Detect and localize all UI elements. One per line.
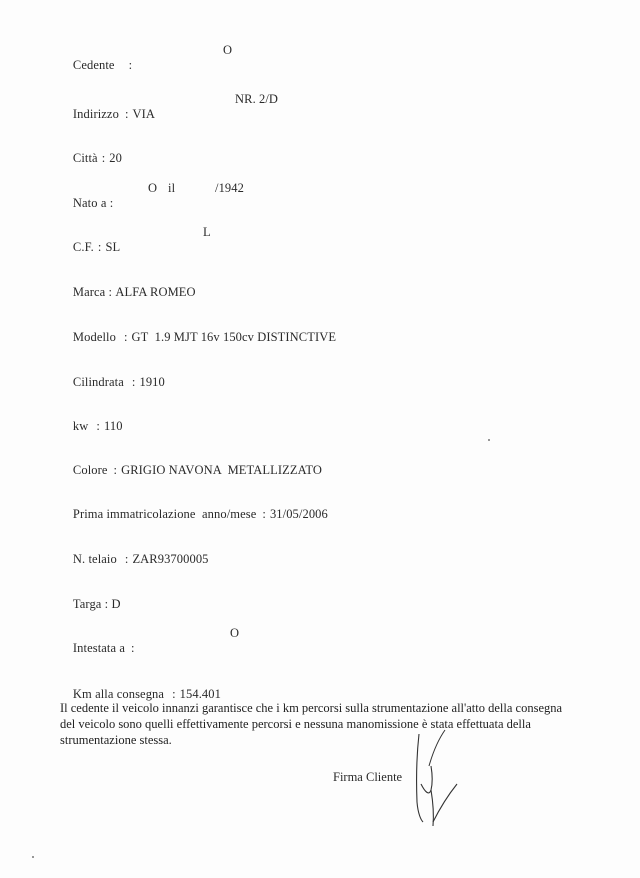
field-separator: : [97, 240, 102, 254]
field-label: C.F. [72, 240, 94, 254]
field-modello [60, 315, 336, 360]
field-label: Indirizzo [72, 107, 119, 121]
field-separator: : [131, 375, 136, 389]
field-colore [60, 448, 322, 493]
scan-speck [488, 439, 490, 441]
field-label: Modello [72, 330, 116, 344]
field-marca [60, 270, 196, 315]
field-separator: : [172, 687, 176, 701]
signature-label: Firma Cliente [333, 770, 403, 784]
scan-speck [32, 856, 34, 858]
field-label: kw [72, 419, 89, 433]
field-value: O [230, 626, 240, 640]
field-label: Km alla consegna [72, 687, 165, 701]
field-label: Targa : [72, 597, 109, 611]
field-separator: : [131, 641, 135, 655]
field-value-secondary: L [203, 225, 211, 239]
field-separator: : [101, 151, 106, 165]
field-label: Intestata a [72, 641, 126, 655]
field-label: Colore [72, 463, 108, 477]
field-separator: : [262, 507, 266, 521]
declaration-paragraph: Il cedente il veicolo innanzi garantisce che i km percorsi sulla strumentazione all'atto della consegna del veicolo sono quelli effettivamente percorsi e nessuna manomissione è stata effettuata della strumentazione stessa. [60, 701, 563, 747]
field-value: GRIGIO NAVONA METALLIZZATO [121, 463, 322, 477]
field-label: Prima immatricolazione anno/mese [72, 507, 257, 521]
field-label: N. telaio [72, 552, 117, 566]
handwritten-signature [405, 722, 475, 827]
field-label: Cedente [72, 58, 115, 72]
field-value: SL [105, 240, 121, 254]
field-value: O [148, 181, 158, 195]
field-value: O [223, 43, 233, 57]
field-separator: : [128, 58, 133, 72]
field-label: Cilindrata [72, 375, 124, 389]
field-value: VIA [132, 107, 156, 121]
field-value: 20 [109, 151, 122, 165]
field-separator: : [123, 330, 128, 344]
field-cilindrata [60, 360, 165, 405]
field-separator: : [113, 463, 118, 477]
field-date: /1942 [215, 181, 244, 195]
field-value: GT 1.9 MJT 16v 150cv DISTINCTIVE [131, 330, 337, 344]
field-kw [60, 404, 123, 449]
field-value: ALFA ROMEO [115, 285, 196, 299]
field-label: Nato a : [72, 196, 114, 210]
field-separator: : [124, 107, 129, 121]
field-value: ZAR93700005 [132, 552, 209, 566]
field-value: 31/05/2006 [269, 507, 328, 521]
field-label: Città [72, 151, 98, 165]
field-targa [60, 582, 121, 627]
field-value-secondary: NR. 2/D [235, 92, 279, 106]
field-il-label: il [168, 181, 176, 195]
field-immatricolazione [60, 492, 328, 537]
field-value: 1910 [139, 375, 165, 389]
field-separator: : [124, 552, 129, 566]
field-citta [60, 136, 122, 181]
field-telaio [60, 537, 209, 582]
field-value: 110 [103, 419, 123, 433]
field-label: Marca : [72, 285, 113, 299]
field-value: 154.401 [179, 687, 221, 701]
field-separator: : [96, 419, 100, 433]
field-value: D [111, 597, 121, 611]
